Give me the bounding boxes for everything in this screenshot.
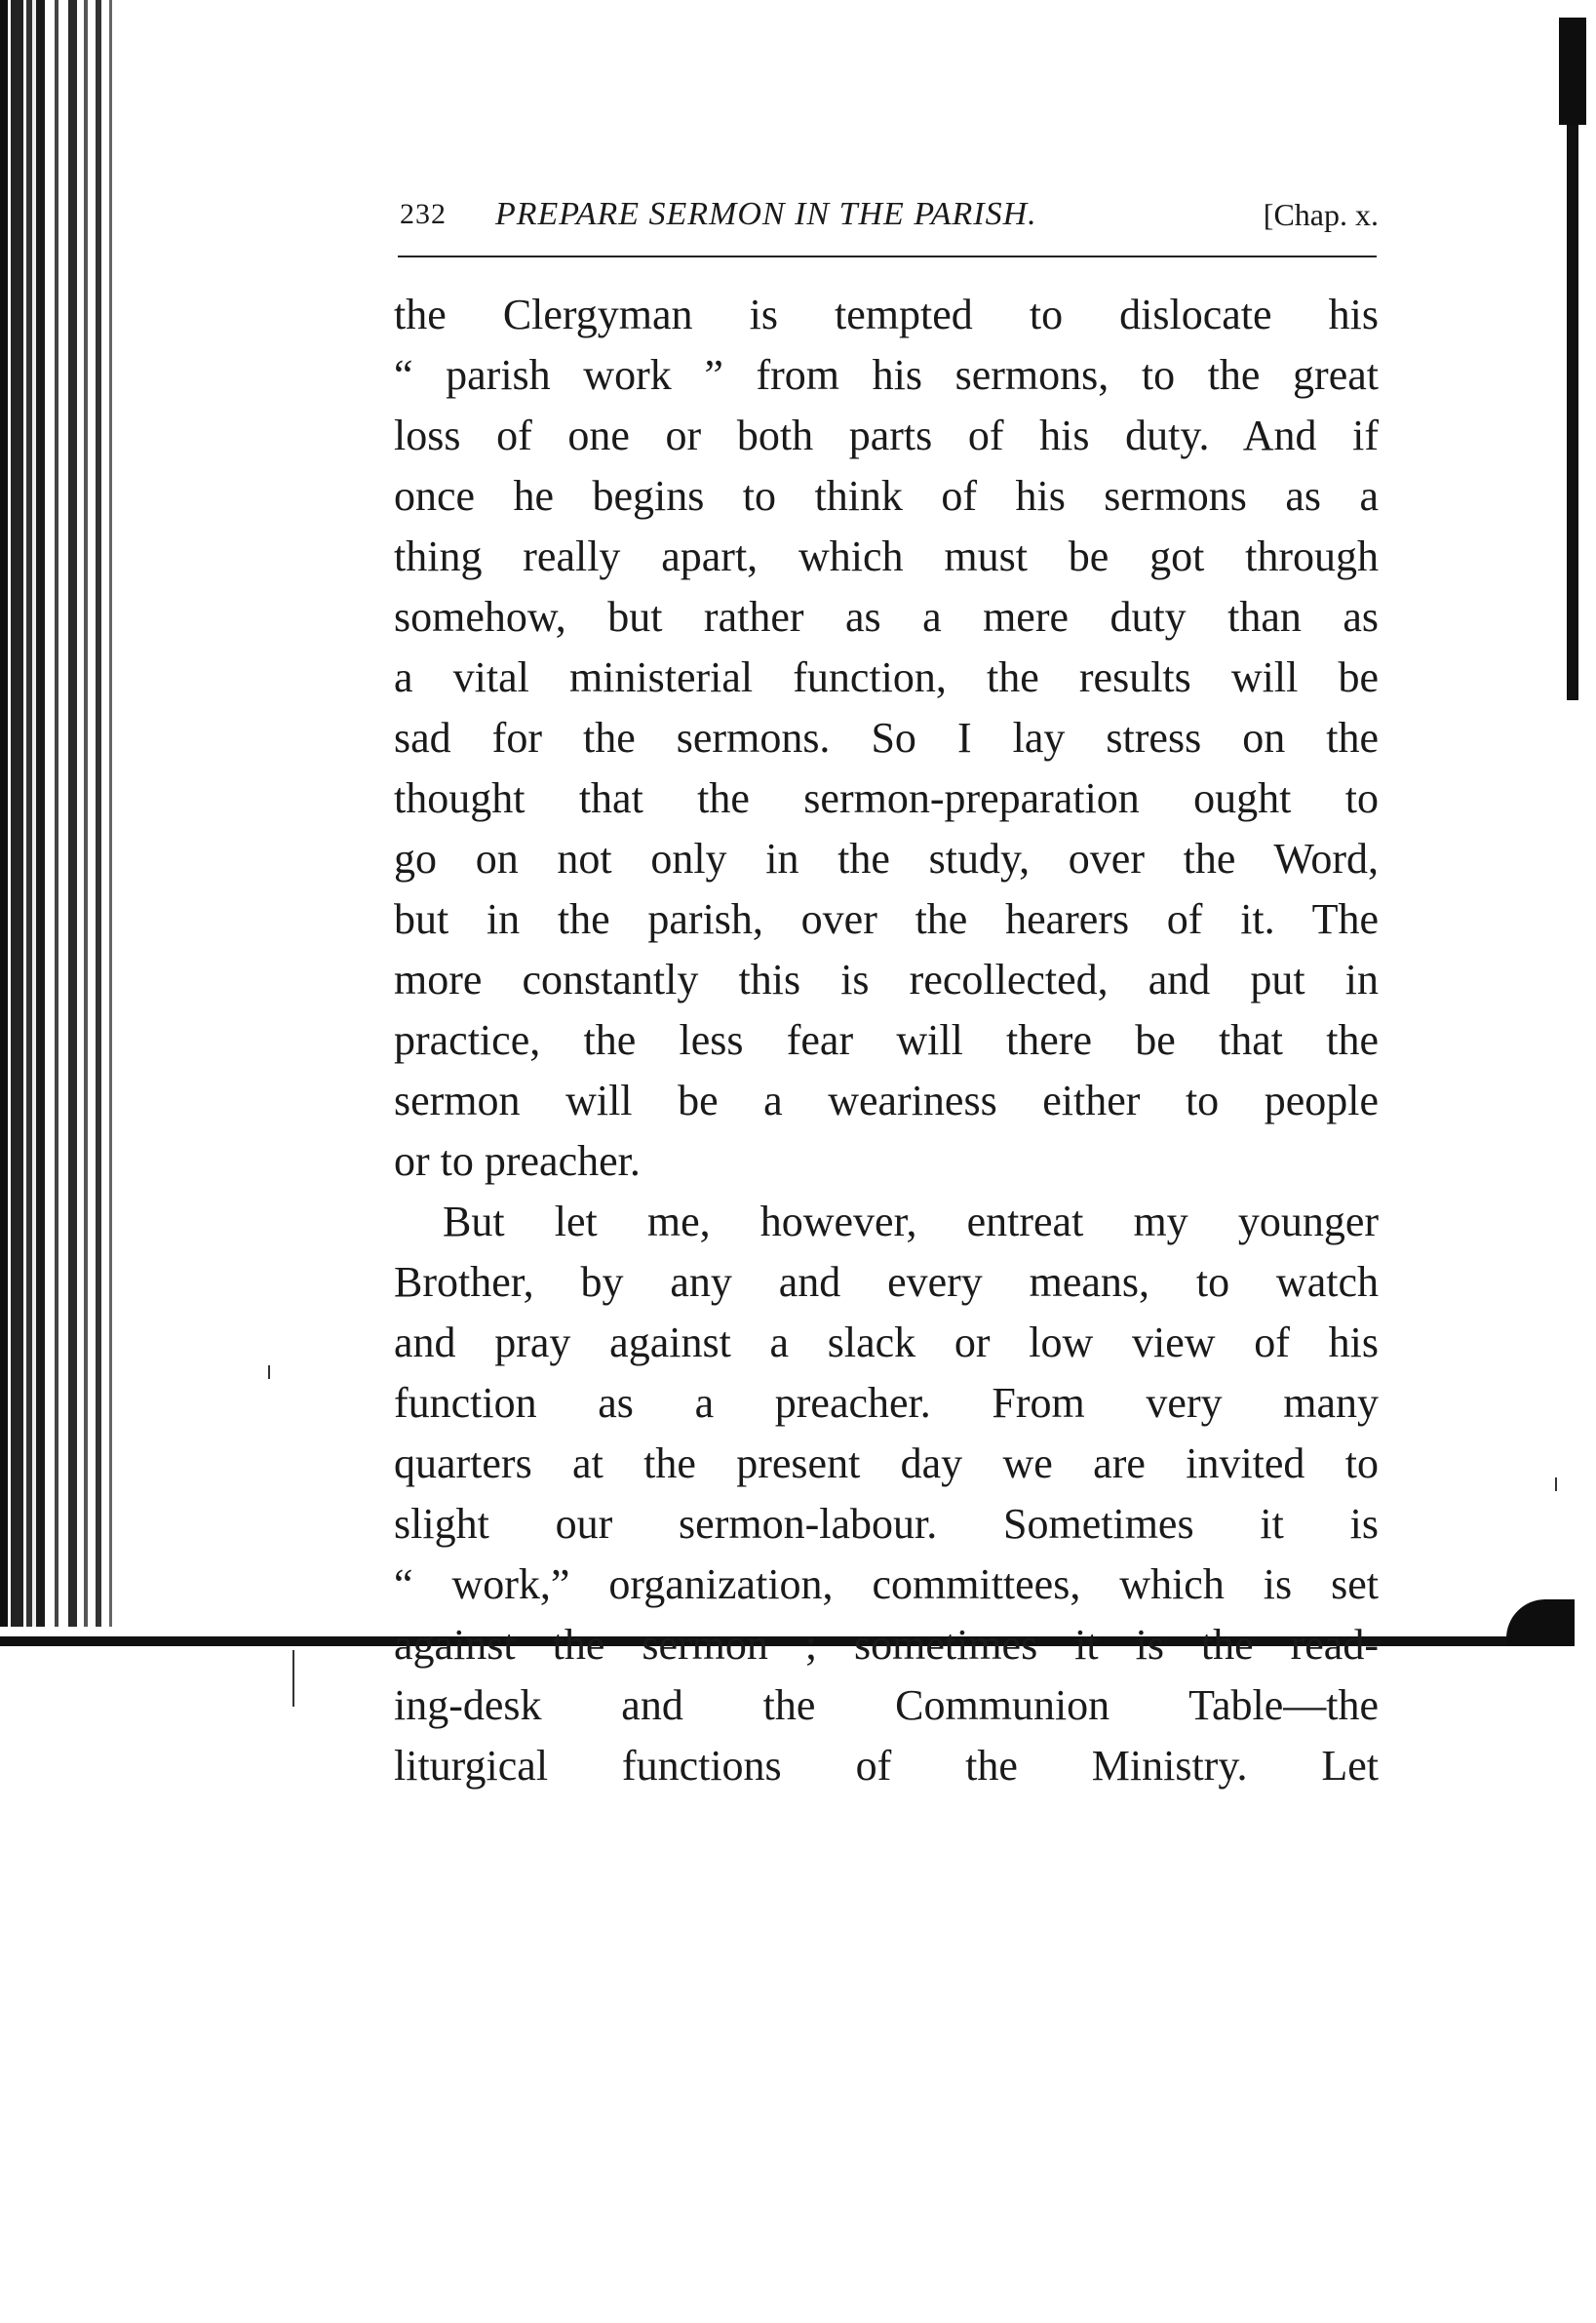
text-line: and pray against a slack or low view of his — [394, 1319, 1379, 1366]
text-line: somehow, but rather as a mere duty than as — [394, 593, 1379, 641]
body-text — [394, 285, 1379, 1796]
scanned-edge-mark-top-right — [1559, 18, 1586, 125]
header-rule — [398, 256, 1377, 257]
running-head-title: PREPARE SERMON IN THE PARISH. — [495, 196, 1037, 232]
running-head — [394, 185, 1379, 244]
text-line: a vital ministerial function, the results will be — [394, 653, 1379, 701]
text-line: against the sermon ; sometimes it is the read- — [394, 1621, 1379, 1669]
text-line: once he begins to think of his sermons as a — [394, 472, 1379, 520]
text-line: ing-desk and the Communion Table—the — [394, 1681, 1379, 1729]
text-line: liturgical functions of the Ministry. Let — [394, 1742, 1379, 1790]
stray-scan-mark — [292, 1650, 294, 1707]
text-line: But let me, however, entreat my younger — [443, 1198, 1379, 1245]
text-line: go on not only in the study, over the Word, — [394, 835, 1379, 883]
text-line: thought that the sermon-preparation ought to — [394, 774, 1379, 822]
text-line: more constantly this is recollected, and put in — [394, 956, 1379, 1004]
text-line: or to preacher. — [394, 1137, 641, 1185]
page-number: 232 — [400, 198, 447, 230]
paragraph-1 — [394, 285, 1379, 1192]
text-line: but in the parish, over the hearers of it. The — [394, 895, 1379, 943]
text-line: thing really apart, which must be got through — [394, 532, 1379, 580]
scanned-edge-mark-bottom-right — [1506, 1599, 1575, 1646]
chapter-reference: [Chap. x. — [1263, 197, 1379, 232]
text-line: “ work,” organization, committees, which is set — [394, 1560, 1379, 1608]
text-line: loss of one or both parts of his duty. And if — [394, 412, 1379, 459]
text-line: sermon will be a weariness either to people — [394, 1077, 1379, 1124]
scanned-binding-edge-left — [0, 0, 119, 1648]
stray-scan-mark — [268, 1365, 270, 1379]
text-line: function as a preacher. From very many — [394, 1379, 1379, 1427]
text-line: practice, the less fear will there be that the — [394, 1016, 1379, 1064]
text-line: quarters at the present day we are invited to — [394, 1439, 1379, 1487]
text-line: slight our sermon-labour. Sometimes it is — [394, 1500, 1379, 1548]
text-line: the Clergyman is tempted to dislocate his — [394, 291, 1379, 338]
stray-scan-mark — [1555, 1477, 1557, 1491]
text-line: sad for the sermons. So I lay stress on the — [394, 714, 1379, 762]
text-line: “ parish work ” from his sermons, to the great — [394, 351, 1379, 399]
paragraph-2 — [394, 1192, 1379, 1796]
text-line: Brother, by any and every means, to watch — [394, 1258, 1379, 1306]
